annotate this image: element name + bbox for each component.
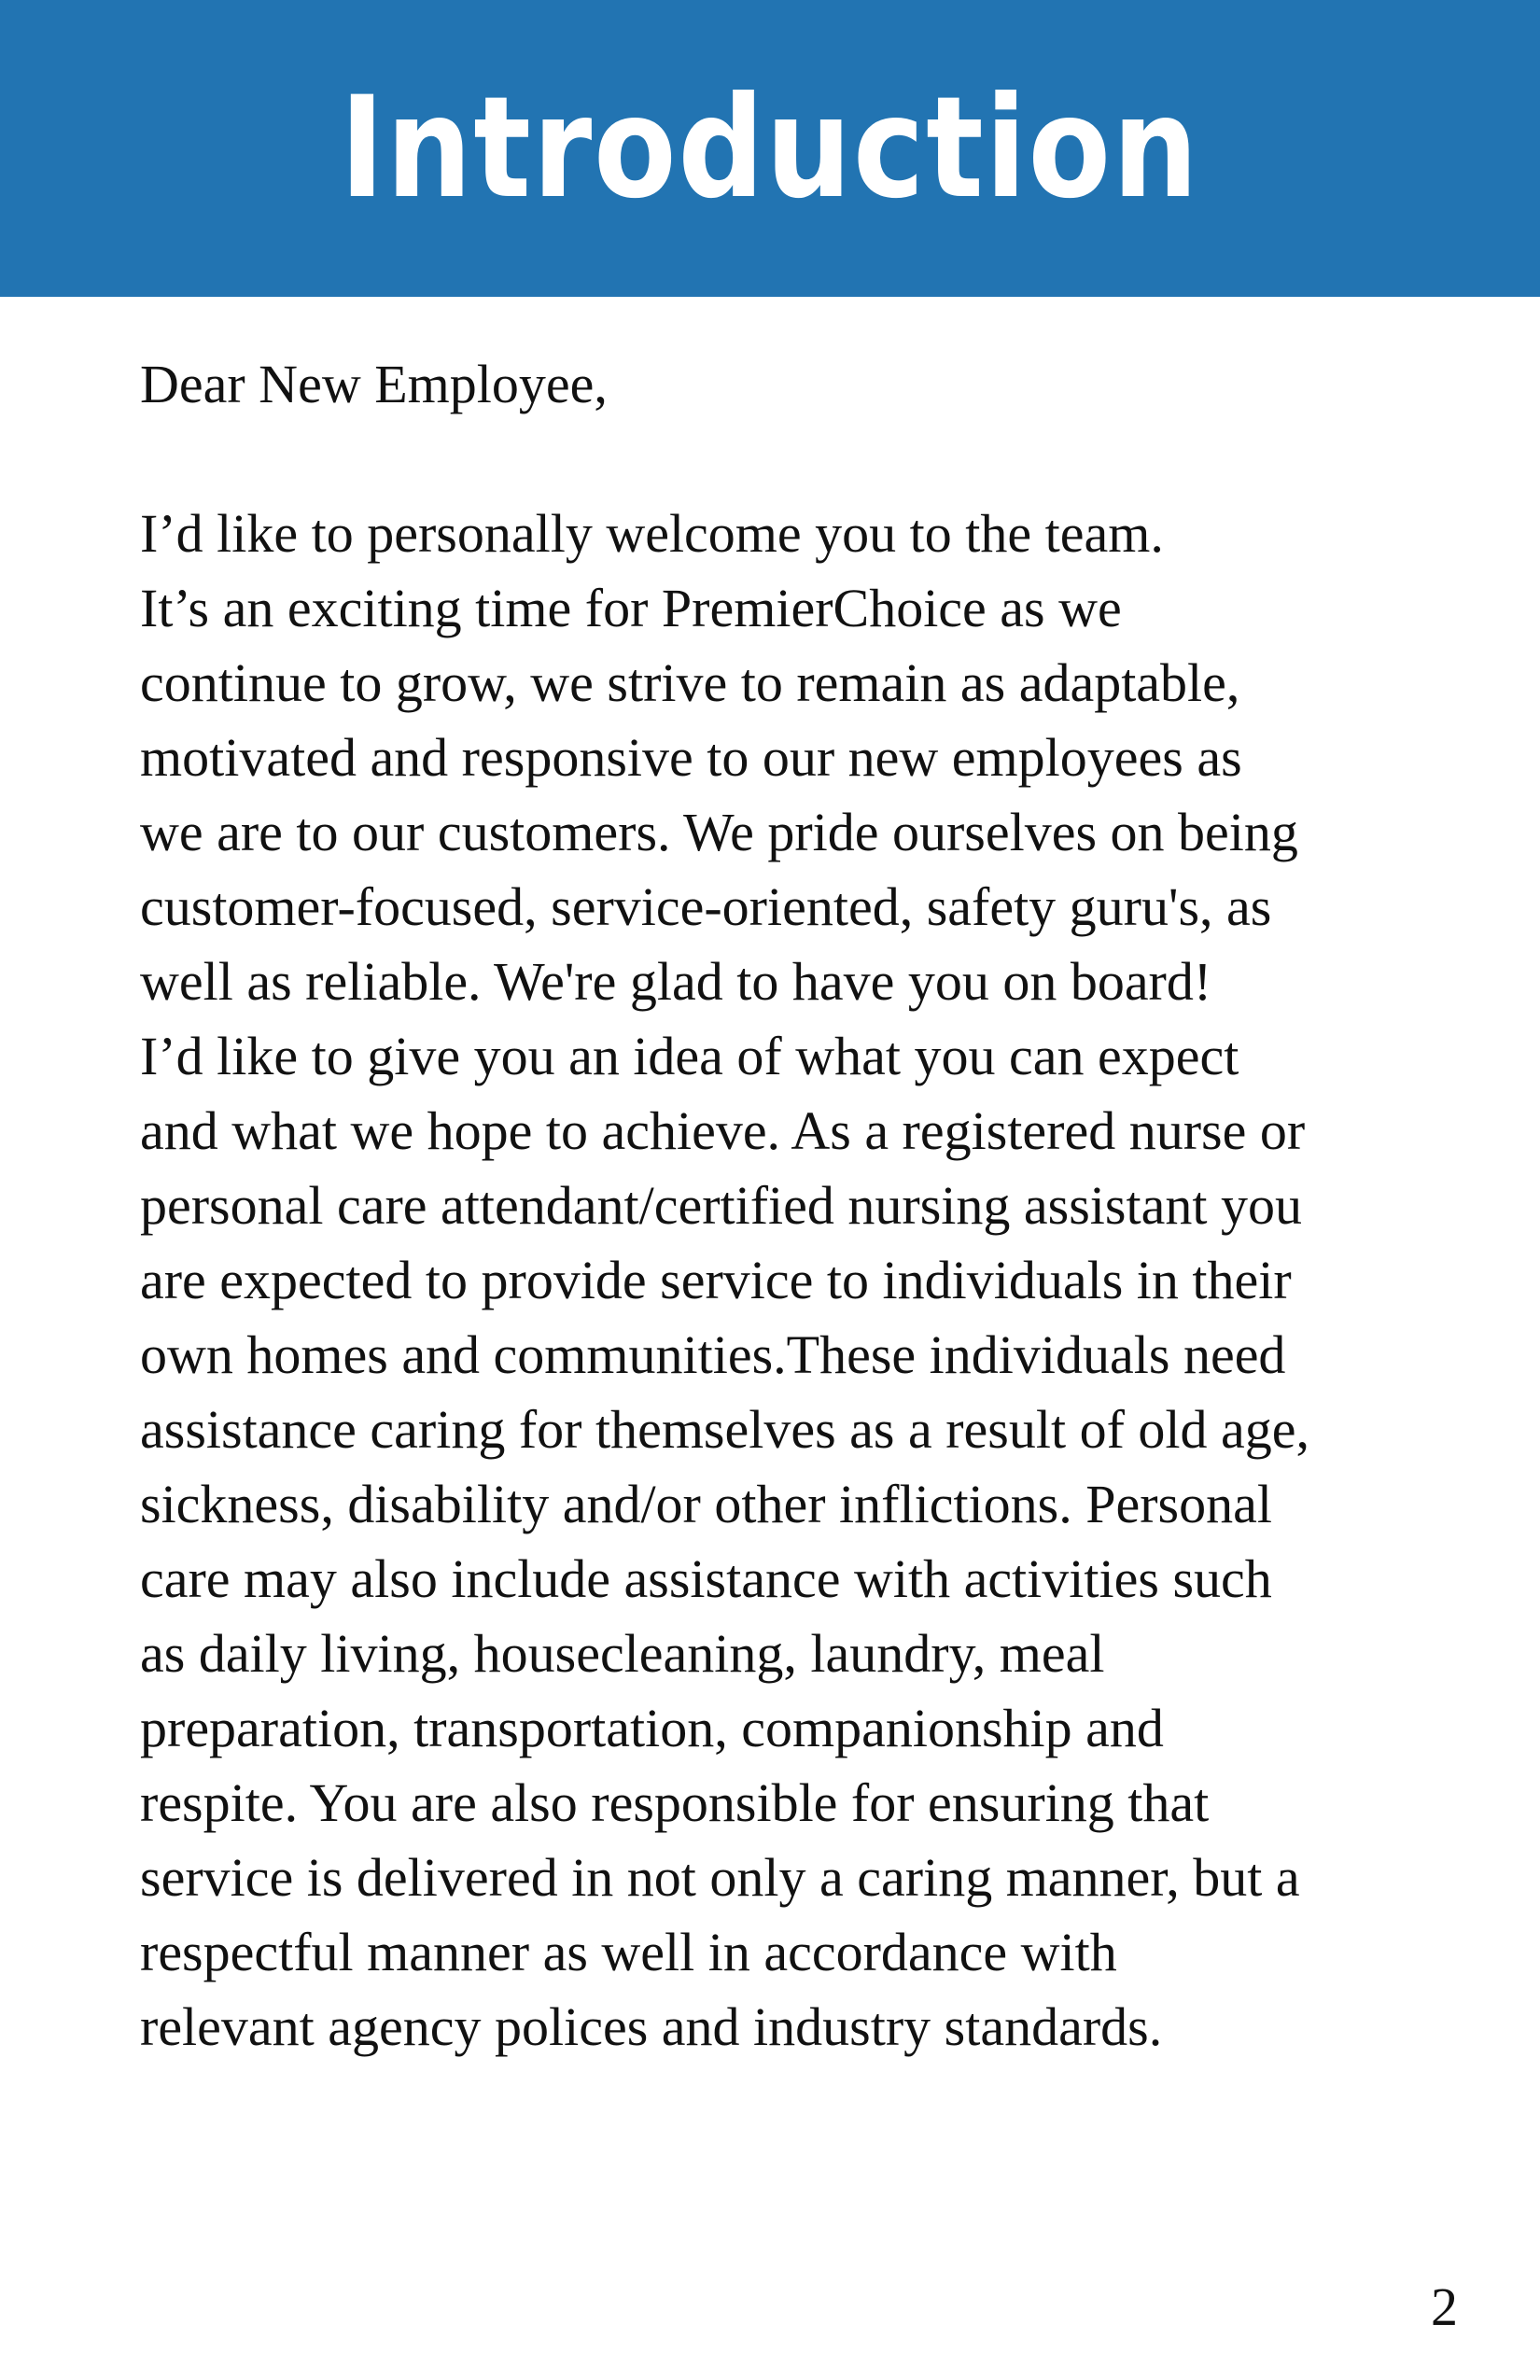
salutation: Dear New Employee, [140, 354, 608, 414]
paragraph-welcome: I’d like to personally welcome you to the team. It’s an exciting time for PremierChoice as we continue to grow, we strive to remain as adaptable, motivated and responsive to our new employees as we are to our customers. We pride ourselves on being customer-focused, service-oriented, safety guru's, as well as reliable. We're glad to have you on board! [140, 503, 1298, 1012]
page-title: Introduction [340, 67, 1200, 230]
header-band [0, 0, 1540, 297]
page-number: 2 [1431, 2276, 1458, 2337]
paragraph-expectations: I’d like to give you an idea of what you can expect and what we hope to achieve. As a registered nurse or personal care attendant/certified nursing assistant you are expected to provide service to individuals in their own homes and communities.These individuals need assistance caring for themselves as a result of old age, sickness, disability and/or other inflictions. Personal care may also include assistance with activities such as daily living, housecleaning, laundry, meal preparation, transportation, companionship and respite. You are also responsible for ensuring that service is delivered in not only a caring manner, but a respectful manner as well in accordance with relevant agency polices and industry standards. [140, 1026, 1310, 2057]
letter-body [140, 347, 1493, 2065]
